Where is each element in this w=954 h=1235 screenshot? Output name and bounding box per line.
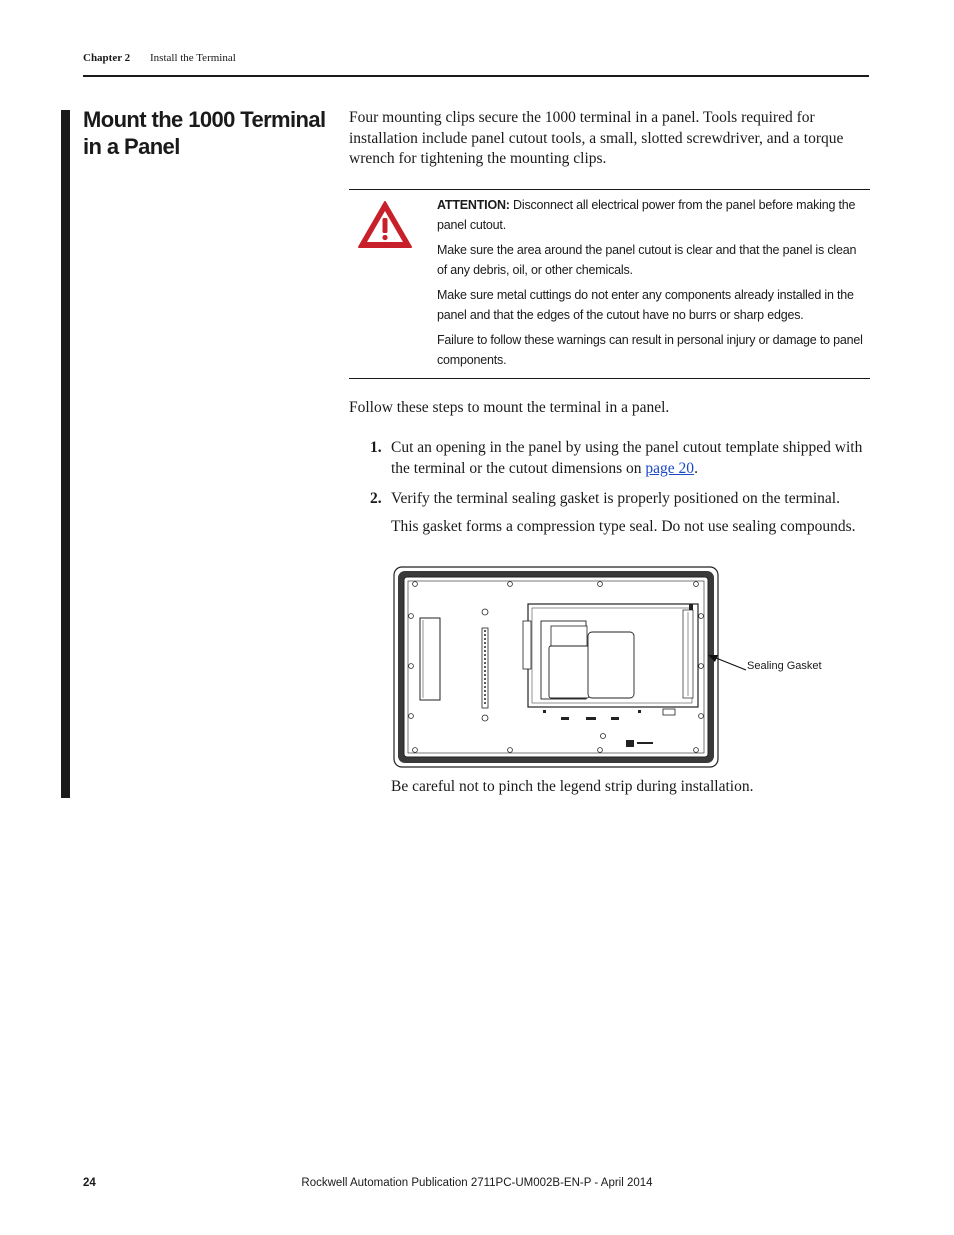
chapter-label: Chapter 2: [83, 52, 131, 64]
publication-footer: Rockwell Automation Publication 2711PC-UM002B-EN-P - April 2014: [301, 1177, 653, 1189]
header-rule: [83, 75, 869, 77]
page-link[interactable]: page 20: [645, 459, 695, 477]
step-text: [391, 438, 871, 479]
attention-text: [437, 195, 865, 375]
attention-first-text: Disconnect all electrical power from the panel before making the panel cutout.: [437, 198, 856, 232]
step-number: 2.: [370, 490, 382, 507]
gasket-note: This gasket forms a compression type seal. Do not use sealing compounds.: [391, 518, 856, 535]
step-text-before: Cut an opening in the panel by using the panel cutout template shipped with the terminal or the cutout dimensions on: [391, 439, 863, 477]
attention-box: [349, 189, 870, 379]
attention-label: ATTENTION:: [437, 198, 510, 212]
attention-first-paragraph: [437, 195, 865, 235]
section-side-bar: [61, 110, 70, 798]
page-number: 24: [83, 1177, 96, 1189]
terminal-back-figure: [393, 566, 719, 768]
callout-leader-arrow: [706, 652, 748, 674]
intro-paragraph: Four mounting clips secure the 1000 terminal in a panel. Tools required for installation include panel cutout tools, a small, slotted screwdriver, and a torque wrench for tightening the mounting clips.: [349, 109, 844, 167]
section-label: Install the Terminal: [150, 52, 236, 64]
running-header: [83, 52, 236, 64]
section-heading: Mount the 1000 Terminal in a Panel: [83, 107, 326, 159]
warning-triangle-icon: [357, 200, 413, 250]
step-text: Verify the terminal sealing gasket is properly positioned on the terminal.: [391, 490, 840, 507]
step-text-after: .: [694, 459, 698, 477]
step-number: 1.: [370, 439, 382, 456]
follow-steps-text: Follow these steps to mount the terminal in a panel.: [349, 399, 670, 416]
legend-strip-note: Be careful not to pinch the legend strip during installation.: [391, 778, 754, 795]
attention-item: Make sure metal cuttings do not enter any components already installed in the panel and that the edges of the cutout have no burrs or sharp edges.: [437, 288, 854, 322]
attention-item: Failure to follow these warnings can result in personal injury or damage to panel components.: [437, 333, 863, 367]
sealing-gasket-callout: Sealing Gasket: [747, 660, 822, 672]
attention-item: Make sure the area around the panel cutout is clear and that the panel is clean of any debris, oil, or other chemicals.: [437, 243, 857, 277]
